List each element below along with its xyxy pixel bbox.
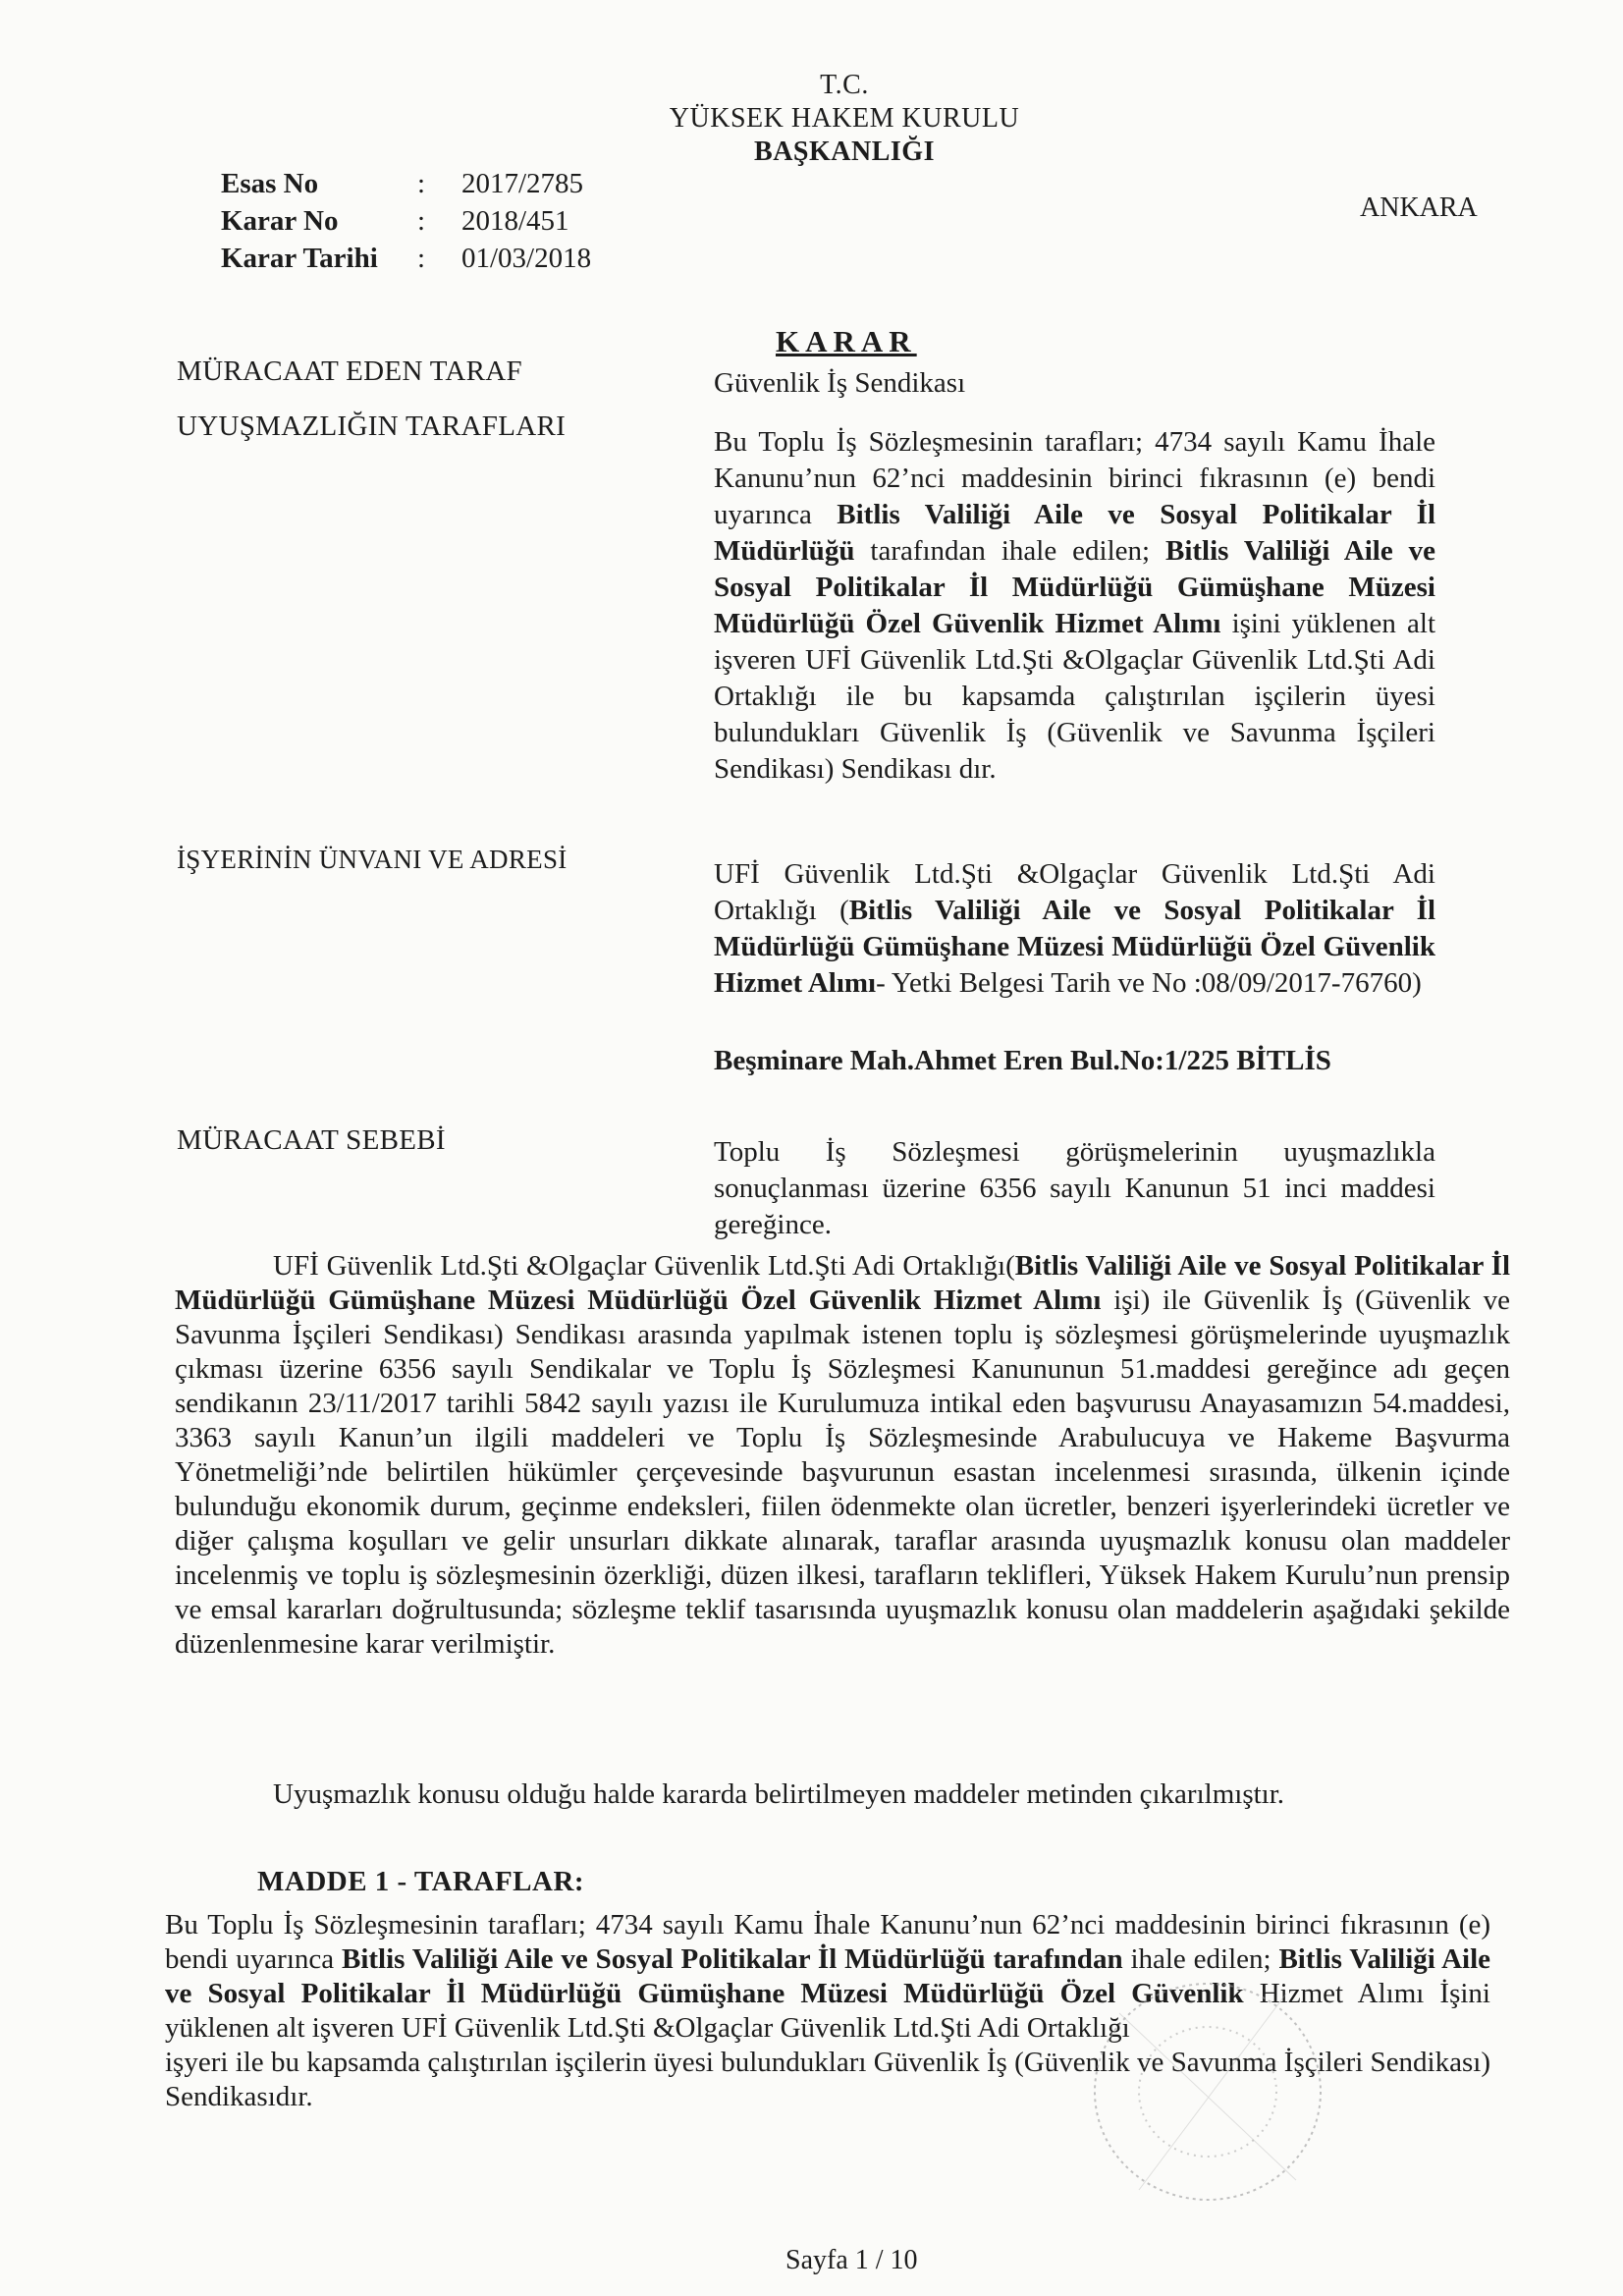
header-city: ANKARA [1360, 192, 1478, 223]
heading-muracaat-eden: MÜRACAAT EDEN TARAF [177, 355, 522, 387]
body-paragraph-2: Uyuşmazlık konusu olduğu halde kararda belirtilmeyen maddeler metinden çıkarılmıştır. [273, 1778, 1285, 1810]
karar-title: KARAR [776, 324, 917, 358]
isyeri-text: UFİ Güvenlik Ltd.Şti &Olgaçlar Güvenlik Ltd.Şti Adi Ortaklığı (Bitlis Valiliği Aile ve Sosyal Politikalar İl Müdürlüğü Gümüşhane Müzesi Müdürlüğü Özel Güvenlik Hizmet Alımı- Yetki Belgesi Tarih ve No :08/09/2017-76760) [714, 858, 1436, 999]
madde1-title: MADDE 1 - TARAFLAR: [257, 1866, 585, 1897]
document-header [609, 69, 1080, 169]
meta-karar-no: Karar No : 2018/451 [221, 205, 569, 237]
meta-karar-tarihi: Karar Tarihi : 01/03/2018 [221, 243, 592, 274]
madde1-text: Bu Toplu İş Sözleşmesinin tarafları; 4734 sayılı Kamu İhale Kanunu’nun 62’nci maddesinin birinci fıkrasının (e) bendi uyarınca Bitlis Valiliği Aile ve Sosyal Politikalar İl Müdürlüğü tarafından ihale edilen; Bitlis Valiliği Aile ve Sosyal Politikalar İl Müdürlüğü Gümüşhane Müzesi Müdürlüğü Özel Güvenlik Hizmet Alımı İşini yüklenen alt işveren UFİ Güvenlik Ltd.Şti &Olgaçlar Güvenlik Ltd.Şti Adi Ortaklığı işyeri ile bu kapsamda çalıştırılan işçilerin üyesi bulundukları Güvenlik İş (Güvenlik ve Savunma İşçileri Sendikası) Sendikasıdır. [165, 1909, 1491, 2112]
page-number: Sayfa 1 / 10 [785, 2245, 918, 2275]
heading-isyeri: İŞYERİNİN ÜNVANI VE ADRESİ [177, 845, 568, 874]
header-baskanlik: BAŞKANLIĞI [754, 137, 935, 167]
heading-sebep: MÜRACAAT SEBEBİ [177, 1124, 446, 1156]
taraflar-text: Bu Toplu İş Sözleşmesinin tarafları; 4734 sayılı Kamu İhale Kanunu’nun 62’nci maddesinin birinci fıkrasının (e) bendi uyarınca Bitlis Valiliği Aile ve Sosyal Politikalar İl Müdürlüğü tarafından ihale edilen; Bitlis Valiliği Aile ve Sosyal Politikalar İl Müdürlüğü Gümüşhane Müzesi Müdürlüğü Özel Güvenlik Hizmet Alımı işini yüklenen alt işveren UFİ Güvenlik Ltd.Şti &Olgaçlar Güvenlik Ltd.Şti Adi Ortaklığı ile bu kapsamda çalıştırılan işçilerin üyesi bulundukları Güvenlik İş (Güvenlik ve Savunma İşçileri Sendikası) Sendikası dır. [714, 426, 1435, 785]
header-tc: T.C. [820, 70, 869, 100]
heading-taraflar: UYUŞMAZLIĞIN TARAFLARI [177, 410, 567, 442]
muracaat-eden-value: Güvenlik İş Sendikası [714, 367, 966, 399]
meta-esas: Esas No : 2017/2785 [221, 168, 584, 199]
seal-stamp-icon [1060, 1954, 1355, 2229]
header-kurul: YÜKSEK HAKEM KURULU [669, 103, 1020, 134]
sebep-text: Toplu İş Sözleşmesi görüşmelerinin uyuşmazlıkla sonuçlanması üzerine 6356 sayılı Kanunun 51 inci maddesi gereğince. [714, 1136, 1435, 1240]
body-paragraph-1: UFİ Güvenlik Ltd.Şti &Olgaçlar Güvenlik Ltd.Şti Adi Ortaklığı(Bitlis Valiliği Aile ve Sosyal Politikalar İl Müdürlüğü Gümüşhane Müzesi Müdürlüğü Özel Güvenlik Hizmet Alımı işi) ile Güvenlik İş (Güvenlik ve Savunma İşçileri Sendikası) Sendikası arasında yapılmak istenen toplu iş sözleşmesi görüşmelerinde uyuşmazlık çıkması üzerine 6356 sayılı Sendikalar ve Toplu İş Sözleşmesi Kanununun 51.maddesi gereğince adı geçen sendikanın 23/11/2017 tarihli 5842 sayılı yazısı ile Kurulumuza intikal eden başvurusu Anayasamızın 54.maddesi, 3363 sayılı Kanun’un ilgili maddeleri ve Toplu İş Sözleşmesinde Arabulucuya ve Hakeme Başvurma Yönetmeliği’nde belirtilen hükümler çerçevesinde başvurunun esastan incelenmesi sırasında, ülkenin içinde bulunduğu ekonomik durum, geçinme endeksleri, fiilen ödenmekte olan ücretler, benzeri işyerlerindeki ücretler ve diğer çalışma koşulları ve gelir unsurları dikkate alınarak, taraflar arasında uyuşmazlık konusu olan maddeler incelenmiş ve toplu iş sözleşmesinin özerkliği, düzen ilkesi, tarafların teklifleri, Yüksek Hakem Kurulu’nun prensip ve emsal kararları doğrultusunda; sözleşme teklif tasarısında uyuşmazlık konusu olan maddelerin aşağıdaki şekilde düzenlenmesine karar verilmiştir. [175, 1250, 1510, 1660]
case-meta [221, 165, 591, 277]
isyeri-adres: Beşminare Mah.Ahmet Eren Bul.No:1/225 BİTLİS [714, 1045, 1331, 1076]
